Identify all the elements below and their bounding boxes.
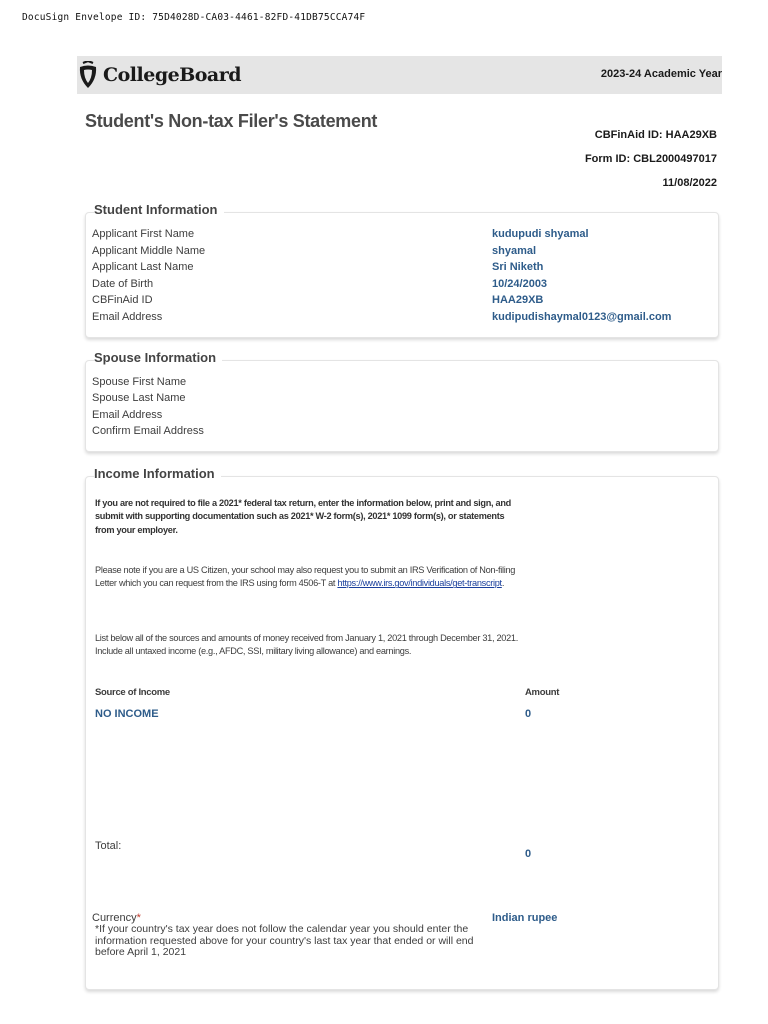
irs-verification-note (95, 564, 525, 591)
label-email: Email Address (92, 311, 163, 323)
total-value: 0 (525, 848, 532, 860)
income-information-title: Income Information (94, 466, 221, 481)
value-date-of-birth: 10/24/2003 (492, 278, 548, 290)
label-spouse-confirm-email: Confirm Email Address (92, 425, 204, 437)
income-sources-instructions: List below all of the sources and amounts of money received from January 1, 2021 through December 31, 2021. Include all untaxed income (e.g., AFDC, SSI, military living allowance) and earnings. (95, 633, 518, 657)
academic-year: 2023-24 Academic Year (600, 68, 722, 80)
cbfinaid-id: CBFinAid ID: HAA29XB (594, 129, 717, 141)
value-middle-name: shyamal (492, 245, 537, 257)
acorn-icon (77, 61, 99, 89)
docusign-envelope-id: DocuSign Envelope ID: 75D4028D-CA03-4461-82FD-41DB75CCA74F (22, 12, 366, 23)
total-label: Total: (95, 840, 122, 852)
label-spouse-email: Email Address (92, 409, 163, 421)
currency-value: Indian rupee (492, 912, 558, 924)
irs-note-text: Please note if you are a US Citizen, your school may also request you to submit an IRS Verification of Non-filing Letter which you can request from the IRS using form 4506-T at (95, 565, 516, 589)
label-spouse-first-name: Spouse First Name (92, 376, 187, 388)
label-middle-name: Applicant Middle Name (92, 245, 206, 257)
value-last-name: Sri Niketh (492, 261, 544, 273)
value-email: kudipudishaymal0123@gmail.com (492, 311, 672, 323)
currency-label-text: Currency (92, 912, 137, 924)
income-information-panel (85, 476, 719, 990)
irs-transcript-link[interactable]: https://www.irs.gov/individuals/get-transcript (337, 578, 502, 589)
label-spouse-last-name: Spouse Last Name (92, 392, 186, 404)
value-first-name: kudupudi shyamal (492, 228, 589, 240)
spouse-information-title: Spouse Information (94, 350, 222, 365)
value-cbfinaid-id: HAA29XB (492, 294, 544, 306)
income-source-value: NO INCOME (95, 708, 159, 720)
form-date: 11/08/2022 (662, 177, 717, 189)
page-title: Student's Non-tax Filer's Statement (85, 111, 378, 131)
spouse-information-panel (85, 360, 719, 452)
income-instructions: If you are not required to file a 2021* federal tax return, enter the information below, print and sign, and submit with supporting documentation such as 2021* W-2 form(s), 2021* 1099 form(s), or statements from your employer. (95, 498, 511, 535)
tax-year-footnote: *If your country's tax year does not follow the calendar year you should enter the information requested above for your country's last tax year that ended or will end before April 1, 2021 (95, 923, 474, 958)
student-information-title: Student Information (94, 202, 224, 217)
required-asterisk: * (136, 912, 141, 924)
form-id: Form ID: CBL2000497017 (584, 153, 717, 165)
collegeboard-logo (77, 60, 241, 90)
income-amount-value: 0 (525, 708, 532, 720)
source-of-income-header: Source of Income (95, 687, 170, 698)
label-date-of-birth: Date of Birth (92, 278, 154, 290)
label-last-name: Applicant Last Name (92, 261, 194, 273)
brand-name: CollegeBoard (103, 64, 242, 86)
amount-header: Amount (525, 687, 560, 698)
label-first-name: Applicant First Name (92, 228, 195, 240)
label-cbfinaid-id: CBFinAid ID (92, 294, 153, 306)
irs-note-end: . (501, 578, 505, 589)
header-banner (77, 56, 722, 94)
